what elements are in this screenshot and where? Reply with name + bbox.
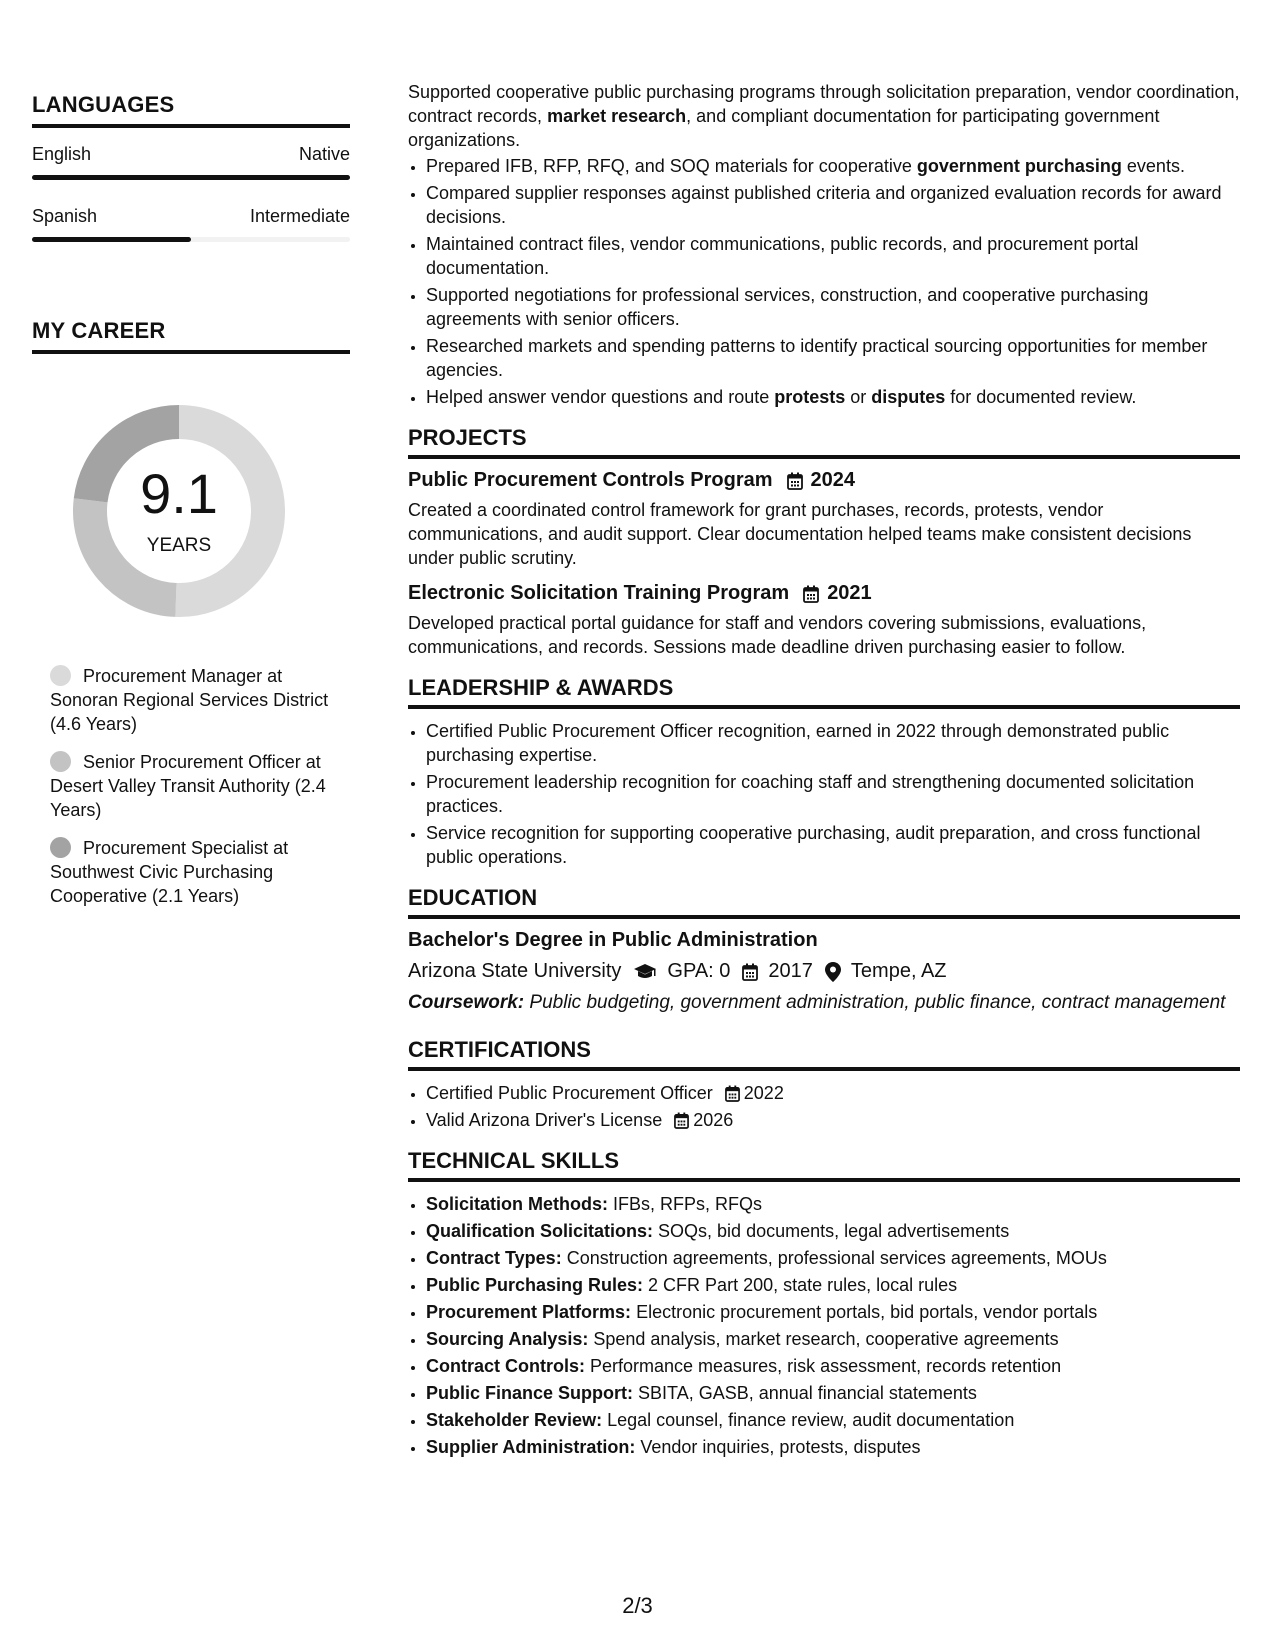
skill-value: SOQs, bid documents, legal advertisements xyxy=(653,1221,1010,1241)
education-coursework xyxy=(408,991,1240,1015)
skill-value: Construction agreements, professional services agreements, MOUs xyxy=(561,1248,1107,1268)
legend-label: Senior Procurement Officer at Desert Valley Transit Authority (2.4 Years) xyxy=(50,752,326,820)
leadership-item: • Procurement leadership recognition for coaching staff and strengthening documented solicitation practices. xyxy=(426,770,1240,818)
skill-value: Legal counsel, finance review, audit documentation xyxy=(602,1410,1015,1430)
legend-label: Procurement Manager at Sonoran Regional Services District (4.6 Years) xyxy=(50,666,329,734)
calendar-icon xyxy=(742,963,758,981)
career-heading: MY CAREER xyxy=(32,318,350,354)
legend-label: Procurement Specialist at Southwest Civic Purchasing Cooperative (2.1 Years) xyxy=(50,838,289,906)
skill-value: Performance measures, risk assessment, records retention xyxy=(585,1356,1062,1376)
skill-item xyxy=(426,1273,1240,1297)
skills-list xyxy=(408,1192,1240,1459)
career-legend xyxy=(50,664,340,908)
language-proficiency-fill xyxy=(32,237,191,242)
certifications-list xyxy=(408,1081,1240,1132)
legend-dot xyxy=(50,837,71,858)
calendar-icon xyxy=(787,472,803,490)
skill-label: Solicitation Methods: xyxy=(426,1194,608,1214)
project-title-row xyxy=(408,469,1240,492)
calendar-icon xyxy=(803,585,819,603)
experience-bullets xyxy=(408,154,1240,409)
language-name: Spanish xyxy=(32,206,98,226)
skill-value: SBITA, GASB, annual financial statements xyxy=(633,1383,977,1403)
education-year: 2017 xyxy=(768,960,813,982)
experience-bullet: • Maintained contract files, vendor communications, public records, and procurement portal documentation. xyxy=(426,232,1240,280)
skill-label: Procurement Platforms: xyxy=(426,1302,632,1322)
bullet-text: Prepared IFB, RFP, RFQ, and SOQ materials for cooperative xyxy=(426,156,917,176)
leadership-list xyxy=(408,719,1240,869)
education-gpa: GPA: 0 xyxy=(667,960,731,982)
languages-heading: LANGUAGES xyxy=(32,92,350,128)
calendar-icon xyxy=(725,1085,740,1102)
career-total-unit: YEARS xyxy=(146,535,212,556)
skill-value: Vendor inquiries, protests, disputes xyxy=(635,1437,921,1457)
project-item xyxy=(408,582,1240,659)
experience-bullet: • Supported negotiations for professional services, construction, and cooperative purchasing agreements with senior officers. xyxy=(426,283,1240,331)
bullet-text: Helped answer vendor questions and route xyxy=(426,387,775,407)
career-legend-item xyxy=(50,836,340,908)
skill-label: Contract Controls: xyxy=(426,1356,585,1376)
career-donut-chart xyxy=(64,396,294,626)
skill-label: Public Purchasing Rules: xyxy=(426,1275,644,1295)
legend-dot xyxy=(50,665,71,686)
skill-item xyxy=(426,1300,1240,1324)
certification-year: 2026 xyxy=(693,1110,734,1130)
calendar-icon xyxy=(674,1112,689,1129)
skill-label: Sourcing Analysis: xyxy=(426,1329,589,1349)
skill-label: Supplier Administration: xyxy=(426,1437,636,1457)
project-year: 2024 xyxy=(810,469,856,491)
certification-item xyxy=(426,1081,1240,1105)
career-legend-item xyxy=(50,664,340,736)
certification-year: 2022 xyxy=(743,1083,784,1103)
bullet-text: for documented review. xyxy=(945,387,1137,407)
coursework-text: Public budgeting, government administration, public finance, contract management xyxy=(524,992,1226,1013)
project-title: Public Procurement Controls Program xyxy=(408,469,773,491)
language-proficiency-bar xyxy=(32,237,350,242)
career-legend-item xyxy=(50,750,340,822)
experience-bullet: • Researched markets and spending patterns to identify practical sourcing opportunities for member agencies. xyxy=(426,334,1240,382)
bullet-bold: protests xyxy=(774,387,846,407)
summary-bold: market research xyxy=(547,106,687,126)
project-description: Created a coordinated control framework for grant purchases, records, protests, vendor communications, and audit support. Clear documentation helped teams make consistent decisions under public scrutiny. xyxy=(408,500,1192,568)
main-content xyxy=(408,80,1240,1462)
summary-text: Supported cooperative public purchasing programs through solicitation preparation, vendor coordination, contract records, xyxy=(408,82,1240,126)
bullet-text: events. xyxy=(1121,156,1185,176)
education-meta xyxy=(408,960,1240,983)
project-description: Developed practical portal guidance for staff and vendors covering submissions, evaluations, communications, and records. Sessions made deadline driven purchasing easier to follow. xyxy=(408,613,1147,657)
leadership-item: • Certified Public Procurement Officer recognition, earned in 2022 through demonstrated public purchasing expertise. xyxy=(426,719,1240,767)
summary-text: , and compliant documentation for participating government organizations. xyxy=(408,106,1160,150)
bullet-text: or xyxy=(845,387,872,407)
experience-bullet xyxy=(426,154,1240,178)
skill-item xyxy=(426,1435,1240,1459)
education-item xyxy=(408,929,1240,1015)
certifications-heading: CERTIFICATIONS xyxy=(408,1037,1240,1071)
projects-heading: PROJECTS xyxy=(408,425,1240,459)
graduation-cap-icon xyxy=(633,963,657,981)
skill-value: 2 CFR Part 200, state rules, local rules xyxy=(643,1275,958,1295)
leadership-item: • Service recognition for supporting cooperative purchasing, audit preparation, and cross functional public operations. xyxy=(426,821,1240,869)
language-level: Native xyxy=(298,144,350,164)
education-degree: Bachelor's Degree in Public Administration xyxy=(408,929,818,951)
skill-label: Qualification Solicitations: xyxy=(426,1221,654,1241)
skill-label: Public Finance Support: xyxy=(426,1383,634,1403)
experience-bullet: • Compared supplier responses against published criteria and organized evaluation records for award decisions. xyxy=(426,181,1240,229)
project-title-row xyxy=(408,582,1240,605)
skills-heading: TECHNICAL SKILLS xyxy=(408,1148,1240,1182)
skill-item xyxy=(426,1408,1240,1432)
coursework-label: Coursework: xyxy=(408,992,525,1013)
project-year: 2021 xyxy=(827,582,872,604)
skill-item xyxy=(426,1192,1240,1216)
certification-name: Certified Public Procurement Officer xyxy=(426,1083,713,1103)
bullet-bold: government purchasing xyxy=(916,156,1122,176)
page-number: 2/3 xyxy=(622,1593,653,1618)
leadership-heading: LEADERSHIP & AWARDS xyxy=(408,675,1240,709)
project-item xyxy=(408,469,1240,570)
skill-item xyxy=(426,1219,1240,1243)
certification-item xyxy=(426,1108,1240,1132)
sidebar xyxy=(32,92,350,922)
legend-dot xyxy=(50,751,71,772)
career-total-years: 9.1 xyxy=(140,462,218,525)
skill-value: Spend analysis, market research, cooperative agreements xyxy=(588,1329,1059,1349)
skill-label: Contract Types: xyxy=(426,1248,562,1268)
education-school: Arizona State University xyxy=(408,960,622,982)
map-pin-icon xyxy=(825,962,841,982)
language-level: Intermediate xyxy=(249,206,350,226)
skill-item xyxy=(426,1381,1240,1405)
language-item-spanish xyxy=(32,206,350,242)
skill-item xyxy=(426,1327,1240,1351)
experience-bullet xyxy=(426,385,1240,409)
education-location: Tempe, AZ xyxy=(850,960,947,982)
language-proficiency-bar xyxy=(32,175,350,180)
skill-item xyxy=(426,1354,1240,1378)
skill-item xyxy=(426,1246,1240,1270)
bullet-bold: disputes xyxy=(871,387,946,407)
skill-value: IFBs, RFPs, RFQs xyxy=(608,1194,763,1214)
skill-label: Stakeholder Review: xyxy=(426,1410,603,1430)
skill-value: Electronic procurement portals, bid portals, vendor portals xyxy=(631,1302,1098,1322)
experience-summary xyxy=(408,80,1240,152)
education-heading: EDUCATION xyxy=(408,885,1240,919)
language-name: English xyxy=(32,144,92,164)
certification-name: Valid Arizona Driver's License xyxy=(426,1110,663,1130)
language-item-english xyxy=(32,144,350,180)
project-title: Electronic Solicitation Training Program xyxy=(408,582,790,604)
language-proficiency-fill xyxy=(32,175,350,180)
